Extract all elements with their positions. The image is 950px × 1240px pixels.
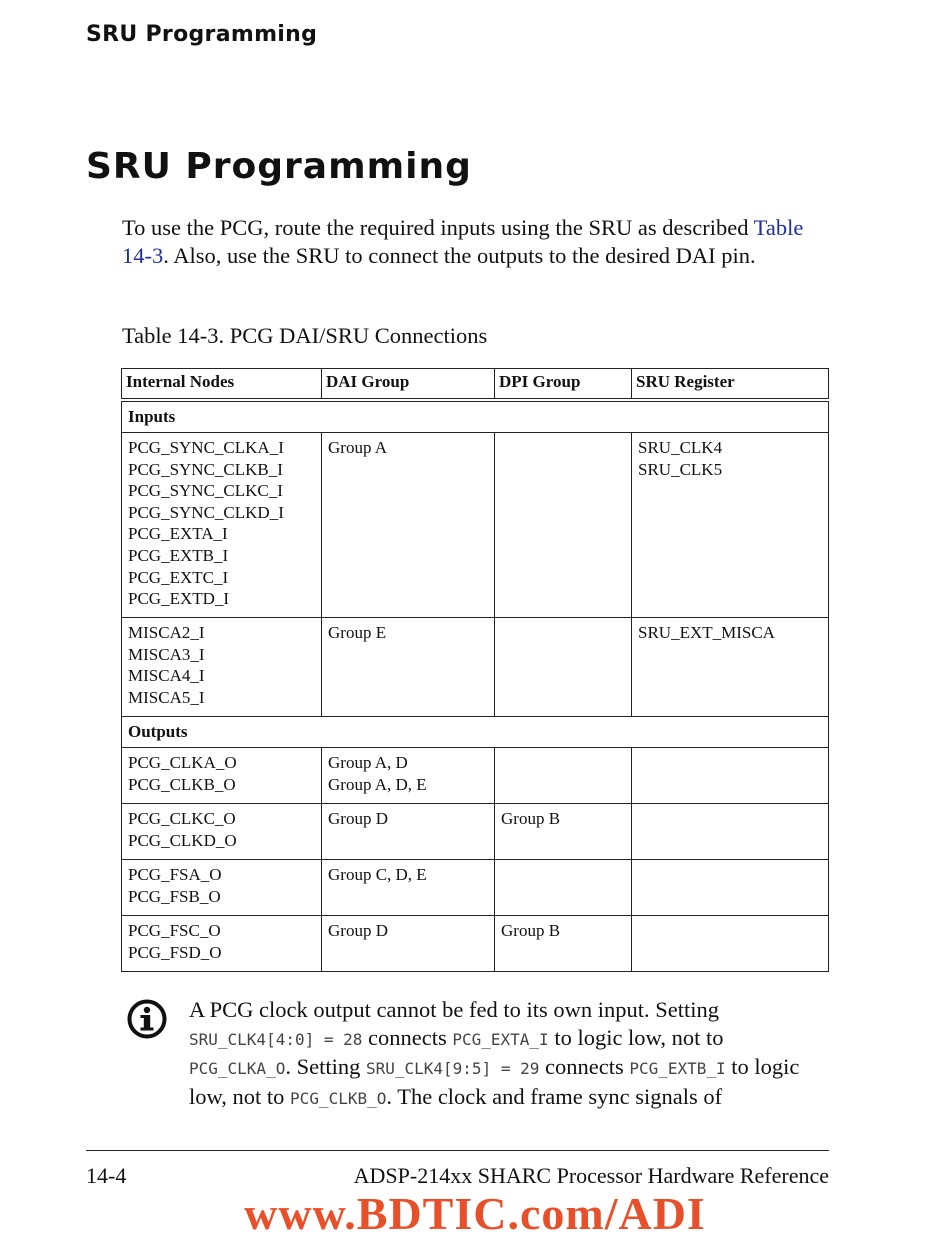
- cell-line: Group A, D: [328, 753, 408, 772]
- cell-sru-register: [632, 433, 829, 618]
- note-code-6: PCG_CLKB_O: [290, 1088, 387, 1108]
- cell-line: Group B: [501, 809, 561, 828]
- table-row: [122, 433, 829, 618]
- intro-text-1: To use the PCG, route the required inputs using the SRU as described: [122, 215, 754, 240]
- note-text-3: to logic low, not to: [548, 1024, 724, 1050]
- note-text-2: connects: [362, 1024, 453, 1050]
- table-row: [122, 804, 829, 860]
- cell-sru-register: [632, 804, 829, 860]
- cell-line: Group E: [328, 623, 387, 642]
- cell-dpi-group: [495, 433, 632, 618]
- cell-line: PCG_CLKD_O: [128, 830, 237, 850]
- cell-line: SRU_CLK5: [638, 459, 723, 479]
- cell-line: PCG_FSC_O: [128, 921, 221, 940]
- cell-line: PCG_EXTA_I: [128, 524, 228, 544]
- column-header-internal-nodes: Internal Nodes: [122, 369, 322, 401]
- cell-sru-register: [632, 916, 829, 972]
- note-text-6: to logic low, not to: [189, 1054, 800, 1109]
- note-code-4: SRU_CLK4[9:5] = 29: [365, 1059, 540, 1079]
- cell-line: MISCA4_I: [128, 666, 205, 686]
- cell-internal-nodes: [122, 748, 322, 804]
- cell-line: MISCA3_I: [128, 644, 205, 664]
- group-row-outputs: [122, 717, 829, 748]
- cell-internal-nodes: [122, 916, 322, 972]
- cell-dai-group: [322, 916, 495, 972]
- column-header-dpi-group: DPI Group: [495, 369, 632, 401]
- intro-text-2: . Also, use the SRU to connect the outputs to the desired DAI pin.: [163, 243, 756, 268]
- note-code-1: SRU_CLK4[4:0] = 28: [189, 1029, 363, 1049]
- cell-sru-register: [632, 618, 829, 717]
- info-icon: [127, 999, 167, 1039]
- cell-line: PCG_CLKB_O: [128, 774, 236, 794]
- cell-dai-group: [322, 618, 495, 717]
- column-header-sru-register: SRU Register: [632, 369, 829, 401]
- cell-dai-group: [322, 748, 495, 804]
- cell-dai-group: [322, 433, 495, 618]
- intro-paragraph: [122, 214, 832, 270]
- table-body: [122, 400, 829, 972]
- cell-line: Group D: [328, 921, 388, 940]
- running-head: SRU Programming: [86, 22, 318, 47]
- table-caption: Table 14-3. PCG DAI/SRU Connections: [122, 323, 488, 348]
- note-code-2: PCG_EXTA_I: [452, 1029, 549, 1049]
- cell-internal-nodes: [122, 618, 322, 717]
- cell-internal-nodes: [122, 860, 322, 916]
- cell-line: SRU_CLK4: [638, 438, 723, 457]
- cell-line: MISCA5_I: [128, 687, 205, 707]
- cell-line: PCG_FSD_O: [128, 942, 222, 962]
- column-header-dai-group: DAI Group: [322, 369, 495, 401]
- cell-internal-nodes: [122, 433, 322, 618]
- note-text-1: A PCG clock output cannot be fed to its own input. Setting: [189, 997, 719, 1022]
- cell-line: PCG_EXTC_I: [128, 567, 229, 587]
- cell-line: PCG_SYNC_CLKB_I: [128, 459, 283, 479]
- cell-line: PCG_SYNC_CLKC_I: [128, 481, 283, 501]
- cell-dai-group: [322, 860, 495, 916]
- cell-dpi-group: [495, 916, 632, 972]
- note-text-7: . The clock and frame sync signals of: [386, 1083, 723, 1109]
- cell-line: PCG_SYNC_CLKA_I: [128, 438, 284, 457]
- note-code-3: PCG_CLKA_O: [189, 1059, 286, 1079]
- table-row: [122, 748, 829, 804]
- cell-line: PCG_CLKA_O: [128, 753, 237, 772]
- cell-line: PCG_CLKC_O: [128, 809, 236, 828]
- cell-line: Group C, D, E: [328, 865, 427, 884]
- note-text-4: . Setting: [285, 1054, 366, 1080]
- cell-line: PCG_FSA_O: [128, 865, 222, 884]
- watermark-text[interactable]: www.BDTIC.com/ADI: [244, 1188, 706, 1239]
- note-code-5: PCG_EXTB_I: [629, 1059, 726, 1079]
- table-row: [122, 916, 829, 972]
- group-row-inputs: [122, 400, 829, 433]
- table-row: [122, 860, 829, 916]
- footer-doc-title: ADSP-214xx SHARC Processor Hardware Reference: [353, 1163, 829, 1188]
- cell-line: Group A: [328, 438, 388, 457]
- cell-line: Group D: [328, 809, 388, 828]
- table-header-row: [122, 369, 829, 401]
- group-label-outputs: Outputs: [122, 717, 829, 748]
- page-number: 14-4: [86, 1163, 127, 1188]
- note-text-5: connects: [539, 1054, 630, 1080]
- table-link[interactable]: Table 14-3: [122, 215, 804, 268]
- cell-line: SRU_EXT_MISCA: [638, 623, 775, 642]
- cell-dpi-group: [495, 804, 632, 860]
- cell-line: Group A, D, E: [328, 774, 427, 794]
- cell-sru-register: [632, 860, 829, 916]
- cell-dpi-group: [495, 748, 632, 804]
- cell-sru-register: [632, 748, 829, 804]
- cell-dai-group: [322, 804, 495, 860]
- cell-internal-nodes: [122, 804, 322, 860]
- cell-line: PCG_EXTD_I: [128, 589, 230, 609]
- cell-line: PCG_FSB_O: [128, 886, 221, 906]
- cell-line: PCG_SYNC_CLKD_I: [128, 502, 284, 522]
- table-row: [122, 618, 829, 717]
- section-title: SRU Programming: [86, 146, 472, 187]
- cell-line: PCG_EXTB_I: [128, 545, 229, 565]
- cell-dpi-group: [495, 860, 632, 916]
- footer-rule: [86, 1150, 829, 1151]
- cell-line: Group B: [501, 921, 561, 940]
- pcg-connections-table: [121, 368, 829, 972]
- note-text: [189, 996, 829, 1112]
- cell-dpi-group: [495, 618, 632, 717]
- group-label-inputs: Inputs: [122, 400, 829, 433]
- cell-line: MISCA2_I: [128, 623, 205, 642]
